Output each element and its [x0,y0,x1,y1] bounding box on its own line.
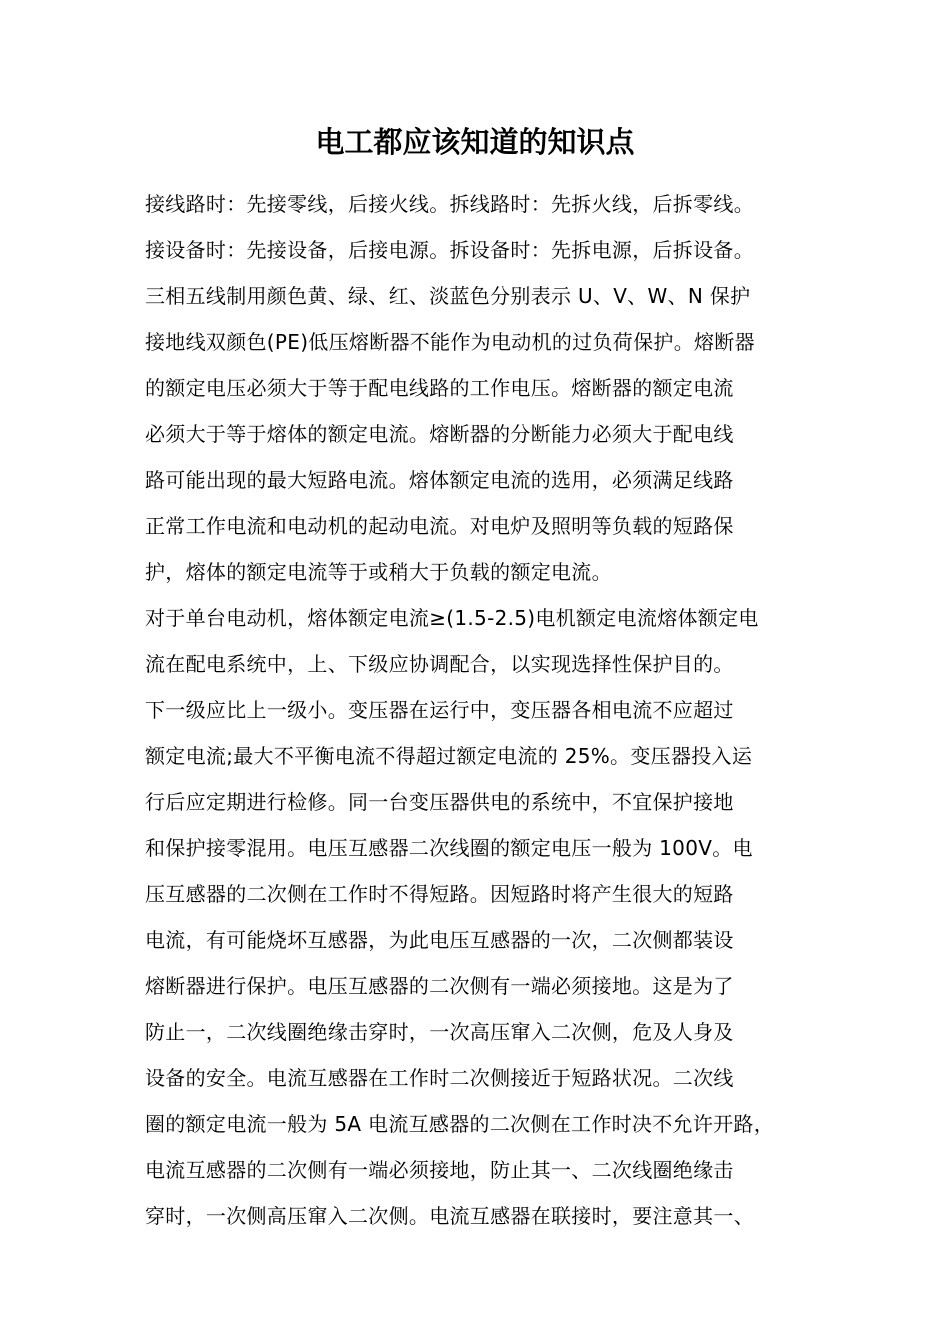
text-line: 正常工作电流和电动机的起动电流。对电炉及照明等负载的短路保 [145,514,734,538]
text-line: 三相五线制用颜色黄、绿、红、淡蓝色分别表示 U、V、W、N 保护 [145,284,751,308]
text-line: 电流互感器的二次侧有一端必须接地，防止其一、二次线圈绝缘击 [145,1158,734,1182]
text-line: 接线路时：先接零线，后接火线。拆线路时：先拆火线，后拆零线。 [145,192,754,216]
document-title: 电工都应该知道的知识点 [315,125,635,159]
text-line: 电流，有可能烧坏互感器，为此电压互感器的一次，二次侧都装设 [145,928,734,952]
text-line: 压互感器的二次侧在工作时不得短路。因短路时将产生很大的短路 [145,882,734,906]
text-line: 接地线双颜色(PE)低压熔断器不能作为电动机的过负荷保护。熔断器 [145,330,755,354]
text-line: 防止一，二次线圈绝缘击穿时，一次高压窜入二次侧，危及人身及 [145,1020,734,1044]
text-line: 额定电流;最大不平衡电流不得超过额定电流的 25%。变压器投入运 [145,744,753,768]
text-line: 行后应定期进行检修。同一台变压器供电的系统中，不宜保护接地 [145,790,734,814]
text-line: 的额定电压必须大于等于配电线路的工作电压。熔断器的额定电流 [145,376,734,400]
text-line: 圈的额定电流一般为 5A 电流互感器的二次侧在工作时决不允许开路， [145,1112,775,1136]
text-line: 接设备时：先接设备，后接电源。拆设备时：先拆电源，后拆设备。 [145,238,754,262]
text-line: 穿时，一次侧高压窜入二次侧。电流互感器在联接时，要注意其一、 [145,1204,754,1228]
text-line: 对于单台电动机，熔体额定电流≥(1.5-2.5)电机额定电流熔体额定电 [145,606,759,630]
text-line: 设备的安全。电流互感器在工作时二次侧接近于短路状况。二次线 [145,1066,734,1090]
text-line: 和保护接零混用。电压互感器二次线圈的额定电压一般为 100V。电 [145,836,753,860]
text-line: 流在配电系统中，上、下级应协调配合，以实现选择性保护目的。 [145,652,734,676]
text-line: 必须大于等于熔体的额定电流。熔断器的分断能力必须大于配电线 [145,422,734,446]
text-line: 护，熔体的额定电流等于或稍大于负载的额定电流。 [145,560,612,584]
text-line: 熔断器进行保护。电压互感器的二次侧有一端必须接地。这是为了 [145,974,734,998]
text-line: 路可能出现的最大短路电流。熔体额定电流的选用，必须满足线路 [145,468,734,492]
text-line: 下一级应比上一级小。变压器在运行中，变压器各相电流不应超过 [145,698,734,722]
document-body [145,181,825,1239]
